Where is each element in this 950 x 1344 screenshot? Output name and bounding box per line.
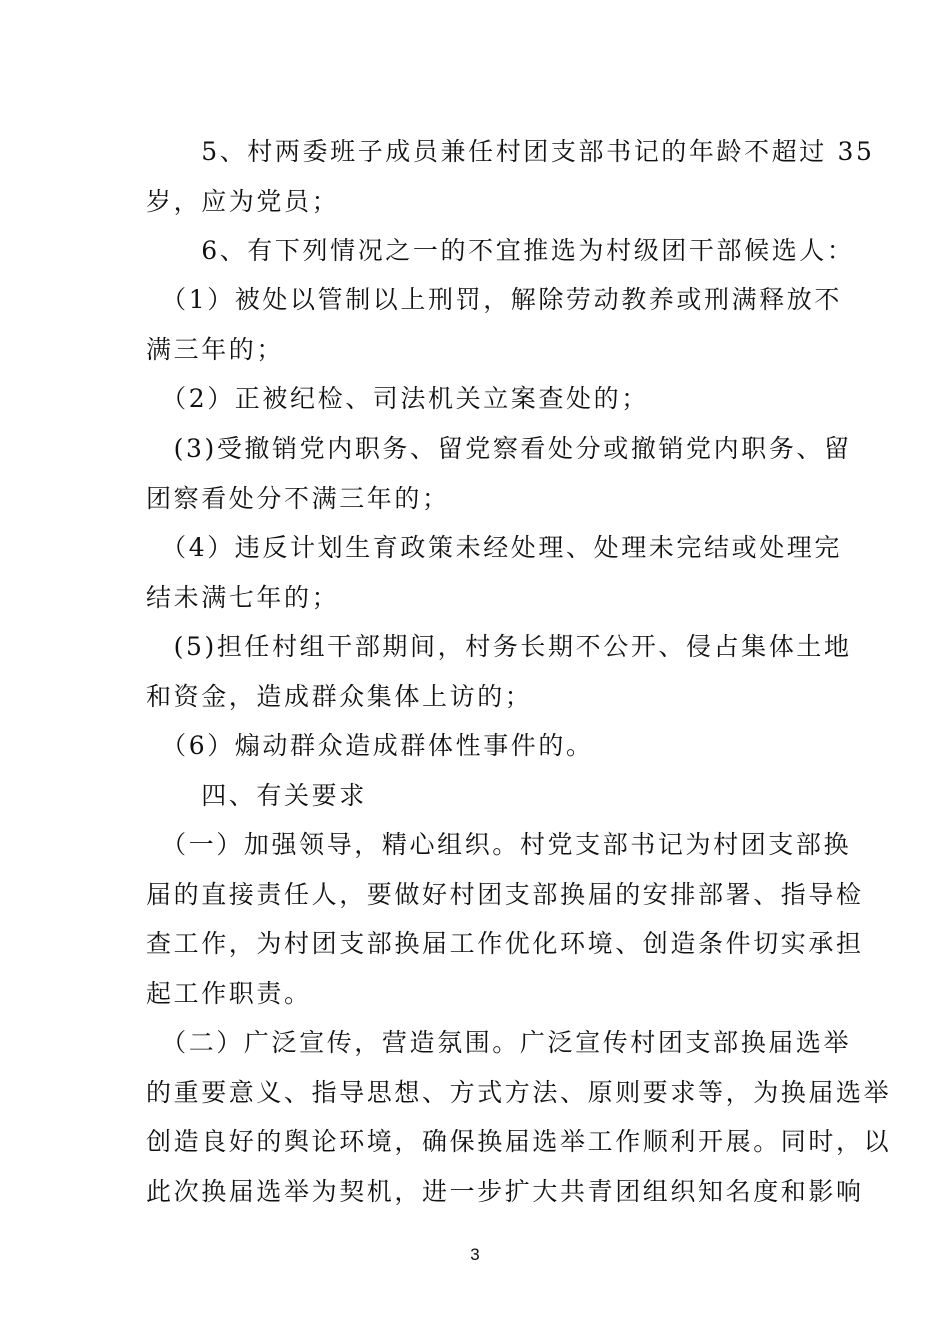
paragraph-sub-3 xyxy=(146,424,852,523)
paragraph-item-6 xyxy=(146,226,855,276)
text-line: 结未满七年的； xyxy=(146,582,340,612)
text-line: 查工作，为村团支部换届工作优化环境、创造条件切实承担 xyxy=(146,929,864,958)
section-heading-4 xyxy=(146,771,816,821)
paragraph-sub-5 xyxy=(146,622,852,721)
text-line: 创造良好的舆论环境，确保换届选举工作顺利开展。同时，以 xyxy=(146,1127,892,1156)
paragraph-requirement-1 xyxy=(146,820,864,1018)
text-line: （1）被处以管制以上刑罚，解除劳动教养或刑满释放不 xyxy=(146,285,843,314)
paragraph-sub-6 xyxy=(146,721,816,771)
text-line: （6）煽动群众造成群体性事件的。 xyxy=(146,731,594,760)
text-line: 起工作职责。 xyxy=(146,978,312,1008)
paragraph-sub-1 xyxy=(146,275,843,374)
paragraph-item-5 xyxy=(146,127,875,226)
text-line: （一）加强领导，精心组织。村党支部书记为村团支部换 xyxy=(146,830,852,859)
paragraph-sub-2 xyxy=(146,374,816,424)
text-line: 团察看处分不满三年的； xyxy=(146,483,450,513)
text-line: (5)担任村组干部期间，村务长期不公开、侵占集体土地 xyxy=(146,632,852,661)
text-line: 的重要意义、指导思想、方式方法、原则要求等，为换届选举 xyxy=(146,1077,892,1107)
paragraph-sub-4 xyxy=(146,523,843,622)
text-line: 6、有下列情况之一的不宜推选为村级团干部候选人： xyxy=(146,236,855,265)
text-line: (3)受撤销党内职务、留党察看处分或撤销党内职务、留 xyxy=(146,434,852,463)
text-line: （2）正被纪检、司法机关立案查处的； xyxy=(146,384,649,413)
text-line: （4）违反计划生育政策未经处理、处理未完结或处理完 xyxy=(146,533,843,562)
paragraph-requirement-2 xyxy=(146,1018,892,1216)
text-line: 届的直接责任人，要做好村团支部换届的安排部署、指导检 xyxy=(146,879,864,909)
text-line: 此次换届选举为契机，进一步扩大共青团组织知名度和影响 xyxy=(146,1176,864,1206)
text-line: （二）广泛宣传，营造氛围。广泛宣传村团支部换届选举 xyxy=(146,1028,852,1057)
text-line: 和资金，造成群众集体上访的； xyxy=(146,681,533,711)
page-number: 3 xyxy=(470,1245,480,1264)
text-line: 岁，应为党员； xyxy=(146,186,340,216)
section-heading: 四、有关要求 xyxy=(146,781,367,810)
text-line: 满三年的； xyxy=(146,334,285,364)
text-line: 5、村两委班子成员兼任村团支部书记的年龄不超过 35 xyxy=(146,137,875,166)
